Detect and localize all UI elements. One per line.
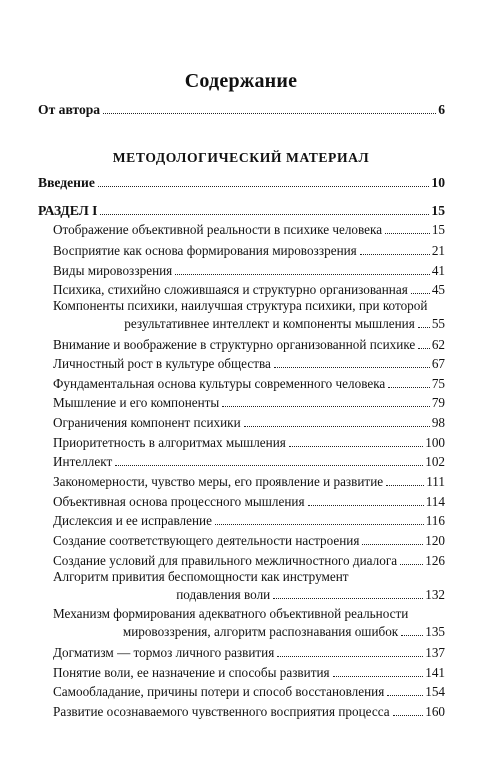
toc-entry-label: Мышление и его компоненты — [53, 395, 220, 410]
dot-leader — [393, 715, 424, 716]
toc-entry-page: 15 — [431, 222, 445, 237]
dot-leader — [386, 485, 424, 486]
toc-entry[interactable] — [53, 222, 445, 238]
toc-entry[interactable] — [53, 376, 445, 392]
dot-leader — [400, 564, 423, 565]
toc-entry-introduction[interactable] — [38, 175, 445, 191]
toc-entry-label: Введение — [38, 175, 95, 190]
toc-entry-label: Дислексия и ее исправление — [53, 513, 212, 528]
toc-entry[interactable] — [53, 454, 445, 470]
toc-entry-page: 6 — [438, 102, 445, 117]
toc-entry-page: 120 — [425, 533, 445, 548]
dot-leader — [385, 233, 430, 234]
toc-entry-from-author[interactable] — [38, 102, 445, 118]
toc-entry-first-line[interactable]: Алгоритм привития беспомощности как инструмент — [53, 569, 349, 584]
toc-entry-continuation[interactable] — [53, 624, 445, 640]
dot-leader — [411, 293, 430, 294]
toc-entry-page: 10 — [431, 175, 445, 190]
toc-entry-label: Создание условий для правильного межличностного диалога — [53, 553, 398, 568]
dot-leader — [418, 348, 430, 349]
toc-entry-page: 79 — [431, 395, 445, 410]
toc-entry-label: Понятие воли, ее назначение и способы развития — [53, 665, 330, 680]
toc-entry[interactable] — [53, 665, 445, 681]
toc-entry-label: Интеллект — [53, 454, 113, 469]
toc-entry-label: Внимание и воображение в структурно организованной психике — [53, 337, 416, 352]
toc-entry[interactable] — [53, 435, 445, 451]
dot-leader — [418, 327, 430, 328]
toc-entry-page: 132 — [425, 587, 445, 602]
toc-entry[interactable] — [53, 263, 445, 279]
toc-entry-label: Самообладание, причины потери и способ восстановления — [53, 684, 385, 699]
dot-leader — [175, 274, 430, 275]
toc-entry-label: От автора — [38, 102, 101, 117]
toc-entry-page: 75 — [431, 376, 445, 391]
toc-entry[interactable] — [53, 553, 445, 569]
dot-leader — [388, 387, 430, 388]
dot-leader — [103, 113, 436, 114]
toc-entry[interactable] — [53, 337, 445, 353]
toc-entry-page: 15 — [431, 203, 445, 218]
toc-entry[interactable] — [53, 494, 445, 510]
toc-entry-label: Фундаментальная основа культуры современного человека — [53, 376, 386, 391]
toc-entry-page: 100 — [425, 435, 445, 450]
toc-entry[interactable] — [53, 243, 445, 259]
toc-entry-page: 98 — [431, 415, 445, 430]
dot-leader — [215, 524, 424, 525]
toc-entry[interactable] — [53, 645, 445, 661]
toc-entry-page: 21 — [431, 243, 445, 258]
toc-entry-page: 55 — [431, 316, 445, 331]
toc-entry-label: РАЗДЕЛ I — [38, 203, 98, 218]
toc-entry-label: Приоритетность в алгоритмах мышления — [53, 435, 286, 450]
toc-entry-page: 67 — [431, 356, 445, 371]
toc-entry-label: Догматизм — тормоз личного развития — [53, 645, 275, 660]
toc-entry-page: 45 — [431, 282, 445, 297]
toc-entry-page: 116 — [425, 513, 445, 528]
toc-entry-label: Восприятие как основа формирования мировоззрения — [53, 243, 357, 258]
toc-entry-page: 141 — [425, 665, 445, 680]
toc-entry[interactable] — [53, 415, 445, 431]
toc-entry-label: Отображение объективной реальности в психике человека — [53, 222, 383, 237]
toc-entry-label: результативнее интеллект и компоненты мышления — [124, 316, 415, 331]
toc-entry-page: 111 — [426, 474, 445, 489]
toc-entry[interactable] — [53, 684, 445, 700]
toc-entry-page: 160 — [425, 704, 445, 719]
toc-entry-page: 154 — [425, 684, 445, 699]
toc-entry-page: 137 — [425, 645, 445, 660]
toc-entry[interactable] — [53, 704, 445, 720]
toc-entry-label: подавления воли — [176, 587, 271, 602]
toc-entry-label: Психика, стихийно сложившаяся и структурно организованная — [53, 282, 408, 297]
toc-entry-label: Создание соответствующего деятельности настроения — [53, 533, 360, 548]
dot-leader — [289, 446, 423, 447]
dot-leader — [222, 406, 430, 407]
toc-entry-page: 62 — [431, 337, 445, 352]
toc-entry-label: Личностный рост в культуре общества — [53, 356, 271, 371]
dot-leader — [100, 214, 429, 215]
dot-leader — [274, 367, 430, 368]
toc-entry-label: Объективная основа процессного мышления — [53, 494, 305, 509]
dot-leader — [362, 544, 423, 545]
dot-leader — [115, 465, 423, 466]
page-title: Содержание — [184, 70, 298, 92]
toc-entry-page: 114 — [425, 494, 445, 509]
dot-leader — [277, 656, 423, 657]
toc-entry-page: 41 — [431, 263, 445, 278]
toc-entry-page: 135 — [425, 624, 445, 639]
toc-entry-label: Закономерности, чувство меры, его проявление и развитие — [53, 474, 384, 489]
dot-leader — [273, 598, 423, 599]
toc-entry-label: Ограничения компонент психики — [53, 415, 241, 430]
toc-entry-page: 102 — [425, 454, 445, 469]
dot-leader — [98, 186, 430, 187]
toc-entry-first-line[interactable]: Механизм формирования адекватного объективной реальности — [53, 606, 409, 621]
toc-entry-label: Развитие осознаваемого чувственного восприятия процесса — [53, 704, 390, 719]
toc-entry-page: 126 — [425, 553, 445, 568]
toc-entry-part-1[interactable] — [38, 203, 445, 219]
toc-entry[interactable] — [53, 533, 445, 549]
toc-entry[interactable] — [53, 356, 445, 372]
dot-leader — [308, 505, 424, 506]
dot-leader — [401, 635, 423, 636]
toc-entry-continuation[interactable] — [53, 587, 445, 603]
toc-entry[interactable] — [53, 395, 445, 411]
toc-entry[interactable] — [53, 513, 445, 529]
toc-entry[interactable] — [53, 474, 445, 490]
toc-entry-continuation[interactable] — [53, 316, 445, 332]
dot-leader — [333, 676, 424, 677]
toc-entry-label: мировоззрения, алгоритм распознавания ошибок — [122, 624, 399, 639]
dot-leader — [387, 695, 423, 696]
toc-entry-first-line[interactable]: Компоненты психики, наилучшая структура психики, при которой — [53, 298, 428, 313]
toc-entry-label: Виды мировоззрения — [53, 263, 173, 278]
toc-entry[interactable] — [53, 282, 445, 298]
dot-leader — [244, 426, 430, 427]
dot-leader — [360, 254, 430, 255]
section-heading: МЕТОДОЛОГИЧЕСКИЙ МАТЕРИАЛ — [112, 150, 370, 165]
